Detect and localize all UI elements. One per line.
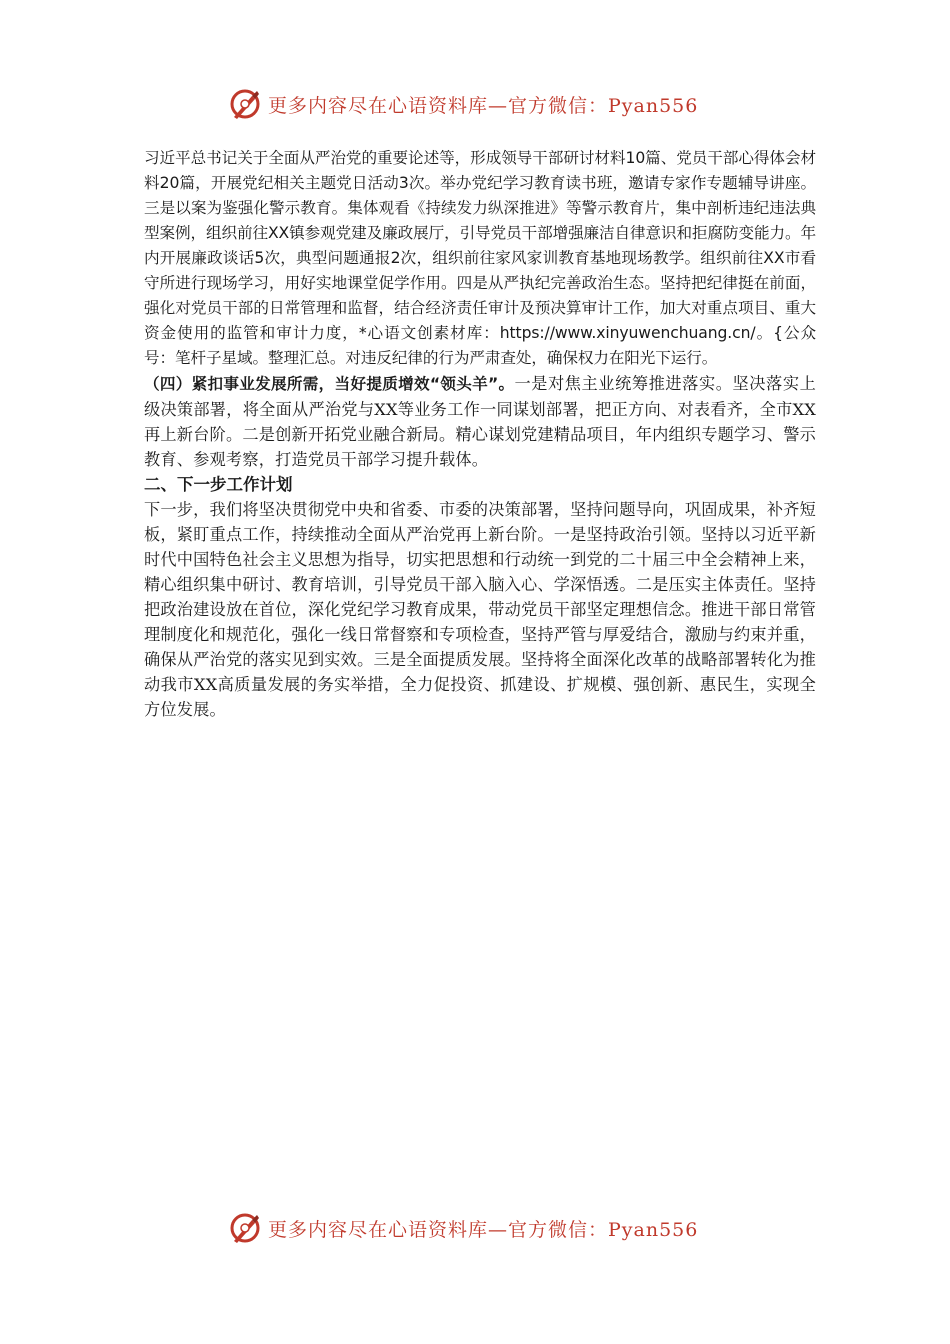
section-4-text: 一是对焦主业统筹推进落实。坚决落实上级决策部署，将全面从严治党与XX等业务工作一同谋划部署，把正方向、对表看齐，全市XX再上新台阶。二是创新开拓党业融合新局。精心谋划党建精品项目，年内组织专题学习、警示教育、参观考察，打造党员干部学习提升载体。 [144,374,816,469]
paragraph-section-4 [144,371,816,472]
watermark-text: 更多内容尽在心语资料库—官方微信：Pyan556 [268,1218,699,1241]
heading-next-step-plan: 二、下一步工作计划 [144,475,293,494]
document-body [144,146,816,722]
paragraph-next-step-plan: 下一步，我们将坚决贯彻党中央和省委、市委的决策部署，坚持问题导向，巩固成果，补齐短板，紧盯重点工作，持续推动全面从严治党再上新台阶。一是坚持政治引领。坚持以习近平新时代中国特色社会主义思想为指导，切实把思想和行动统一到党的二十届三中全会精神上来，精心组织集中研讨、教育培训，引导党员干部入脑入心、学深悟透。二是压实主体责任。坚持把政治建设放在首位，深化党纪学习教育成果，带动党员干部坚定理想信念。推进干部日常管理制度化和规范化，强化一线日常督察和专项检查，坚持严管与厚爱结合，激励与约束并重，确保从严治党的落实见到实效。三是全面提质发展。坚持将全面深化改革的战略部署转化为推动我市XX高质量发展的务实举措，全力促投资、抓建设、扩规模、强创新、惠民生，实现全方位发展。 [144,500,816,719]
footer-watermark [228,1208,728,1248]
paragraph-progress-part3: 习近平总书记关于全面从严治党的重要论述等，形成领导干部研讨材料10篇、党员干部心得体会材料20篇，开展党纪相关主题党日活动3次。举办党纪学习教育读书班，邀请专家作专题辅导讲座。三是以案为鉴强化警示教育。集体观看《持续发力纵深推进》等警示教育片，集中剖析违纪违法典型案例，组织前往XX镇参观党建及廉政展厅，引导党员干部增强廉洁自律意识和拒腐防变能力。年内开展廉政谈话5次，典型问题通报2次，组织前往家风家训教育基地现场教学。组织前往XX市看守所进行现场学习，用好实地课堂促学作用。四是从严执纪完善政治生态。坚持把纪律挺在前面，强化对党员干部的日常管理和监督，结合经济责任审计及预决算审计工作，加大对重点项目、重大资金使用的监管和审计力度，*心语文创素材库：https://www.xinyuwenchuang.cn/。{公众号：笔杆子星域。整理汇总。对违反纪律的行为严肃查处，确保权力在阳光下运行。 [144,149,816,367]
watermark-text: 更多内容尽在心语资料库—官方微信：Pyan556 [268,94,699,117]
header-watermark [228,84,728,124]
pen-logo-icon [228,87,262,121]
pen-logo-icon [228,1211,262,1245]
section-4-heading: （四）紧扣事业发展所需，当好提质增效“领头羊”。 [144,375,515,393]
